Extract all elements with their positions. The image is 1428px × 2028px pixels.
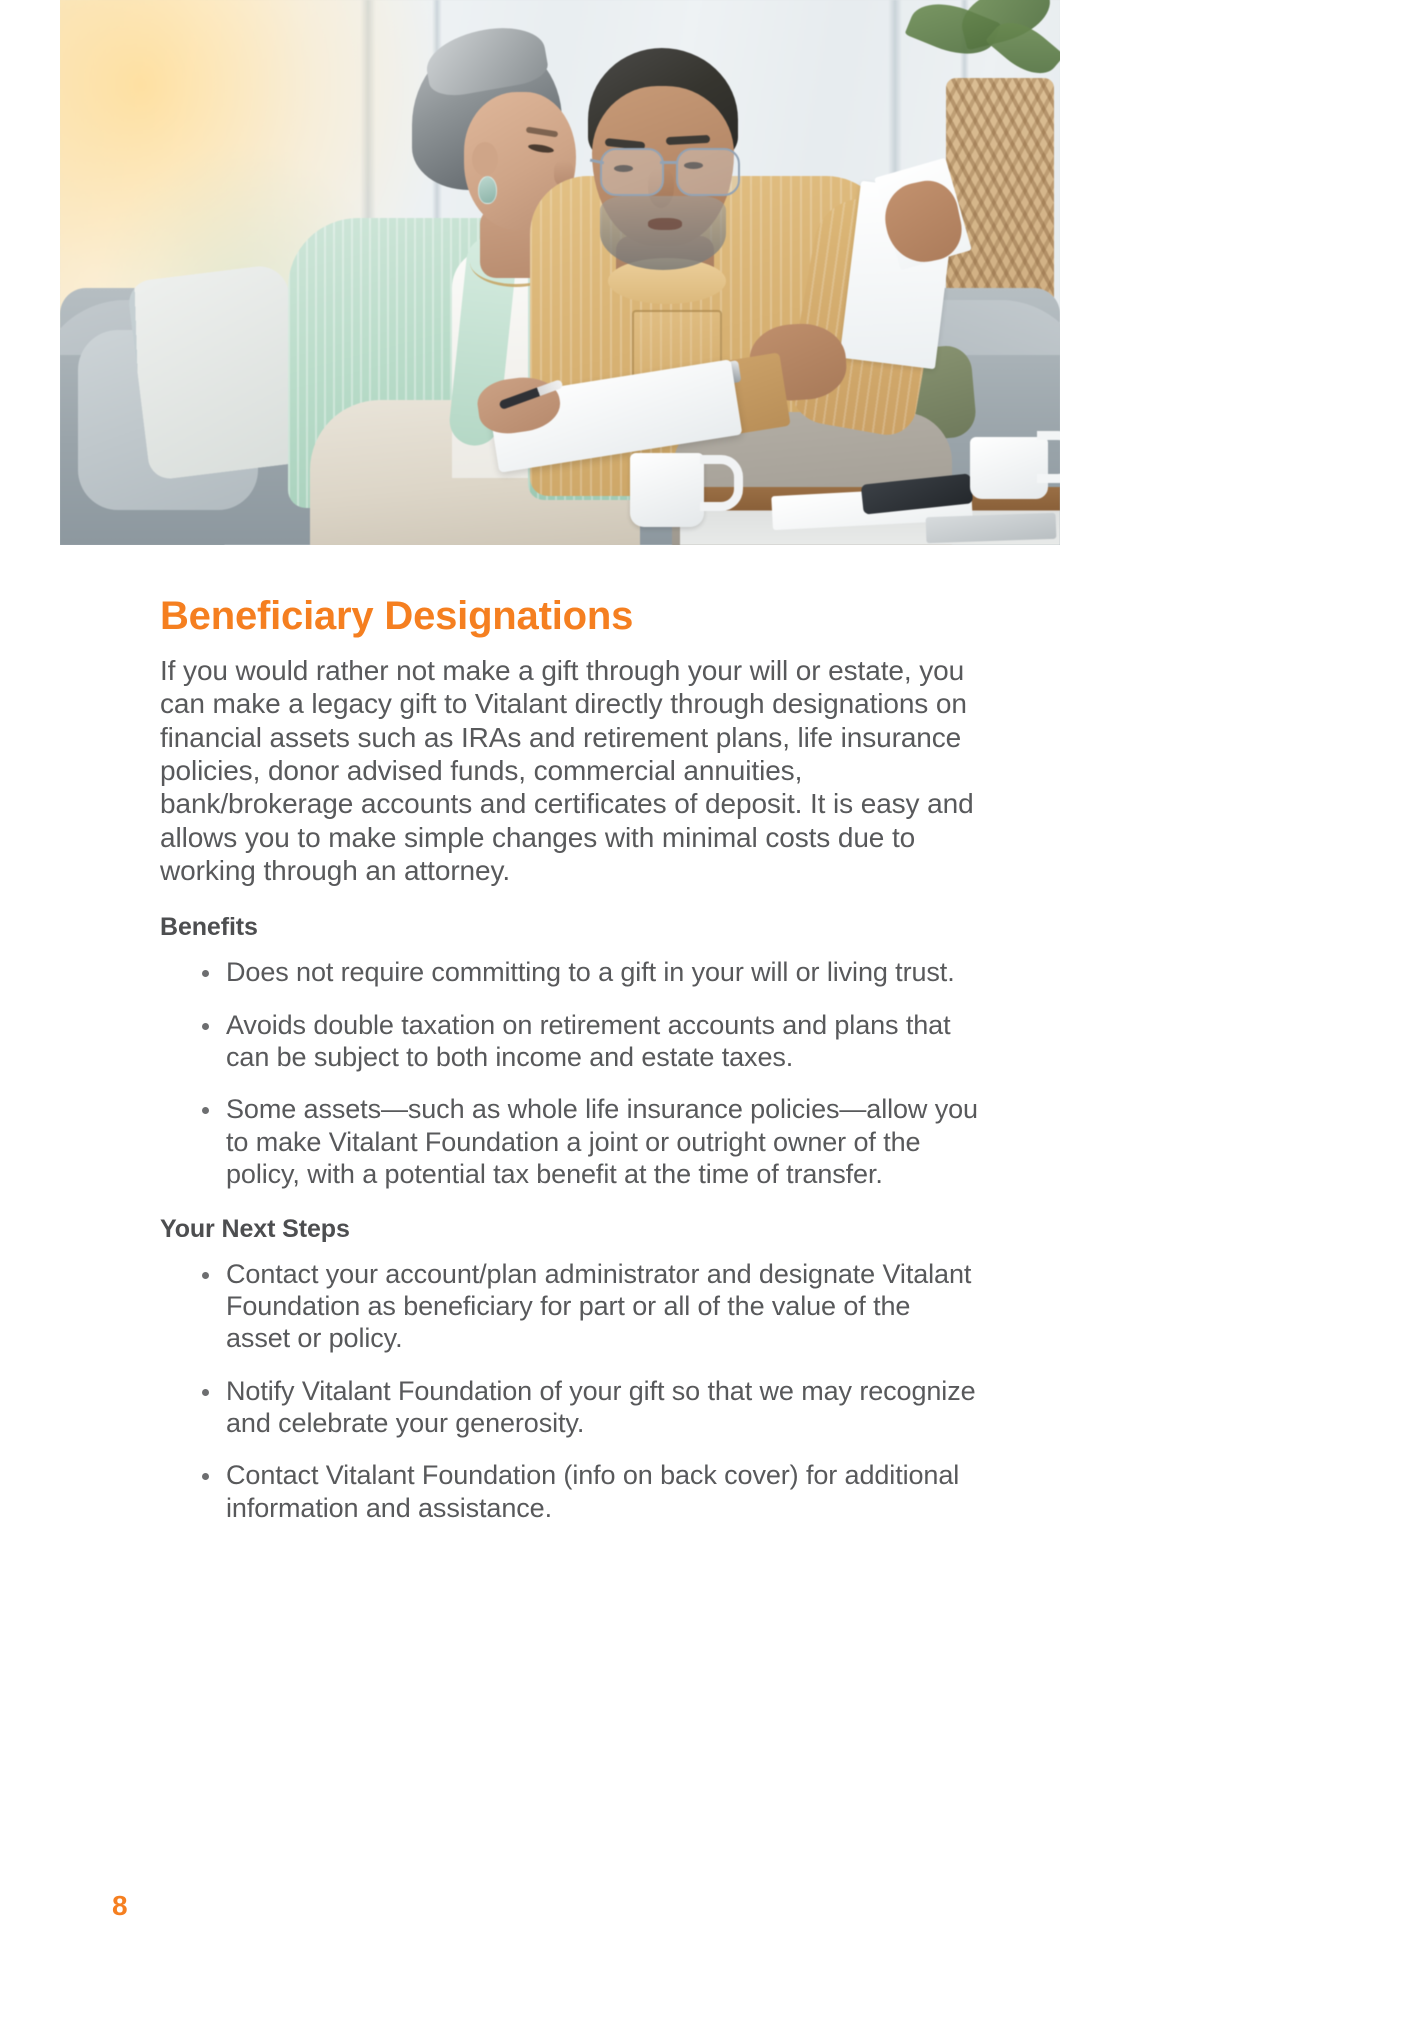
man-mouth — [648, 218, 682, 230]
next-steps-heading: Your Next Steps — [160, 1214, 350, 1243]
list-item: Avoids double taxation on retirement accounts and plans that can be subject to both income and estate taxes. — [198, 1009, 980, 1074]
coffee-mug — [630, 453, 704, 527]
man-beard — [600, 196, 726, 270]
table-notebook — [926, 513, 1057, 544]
page-number: 8 — [112, 1890, 128, 1921]
patterned-throw-pillow — [126, 263, 309, 481]
list-item: Some assets—such as whole life insurance policies—allow you to make Vitalant Foundation a joint or outright owner of the policy, with a potential tax benefit at the time of transfer. — [198, 1093, 980, 1190]
benefits-list — [160, 956, 980, 1190]
list-item: Does not require committing to a gift in your will or living trust. — [198, 956, 980, 988]
coffee-mug-handle — [700, 455, 743, 511]
eyeglasses-icon — [590, 148, 746, 194]
page-title: Beneficiary Designations — [160, 594, 634, 638]
hero-photo — [60, 0, 1060, 545]
eyeglass-lens — [676, 148, 740, 196]
woman-earring — [478, 176, 497, 204]
list-item: Contact your account/plan administrator and designate Vitalant Foundation as beneficiary for part or all of the value of the asset or policy. — [198, 1258, 980, 1355]
coffee-mug-handle — [1037, 431, 1060, 483]
article-content — [160, 594, 980, 1548]
next-steps-list — [160, 1258, 980, 1525]
woman-ear — [472, 142, 498, 176]
benefits-heading: Benefits — [160, 913, 258, 942]
intro-paragraph: If you would rather not make a gift through your will or estate, you can make a legacy gift to Vitalant directly through designations on financial assets such as IRAs and retirement plans, life insurance policies, donor advised funds, commercial annuities, bank/brokerage accounts and certificates of deposit. It is easy and allows you to make simple changes with minimal costs due to working through an attorney. — [160, 655, 974, 886]
list-item: Contact Vitalant Foundation (info on back cover) for additional information and assistance. — [198, 1459, 980, 1524]
eyeglass-bridge — [660, 161, 678, 164]
list-item: Notify Vitalant Foundation of your gift so that we may recognize and celebrate your generosity. — [198, 1375, 980, 1440]
hero-photo-scene — [60, 0, 1060, 545]
eyeglass-lens — [600, 148, 664, 196]
